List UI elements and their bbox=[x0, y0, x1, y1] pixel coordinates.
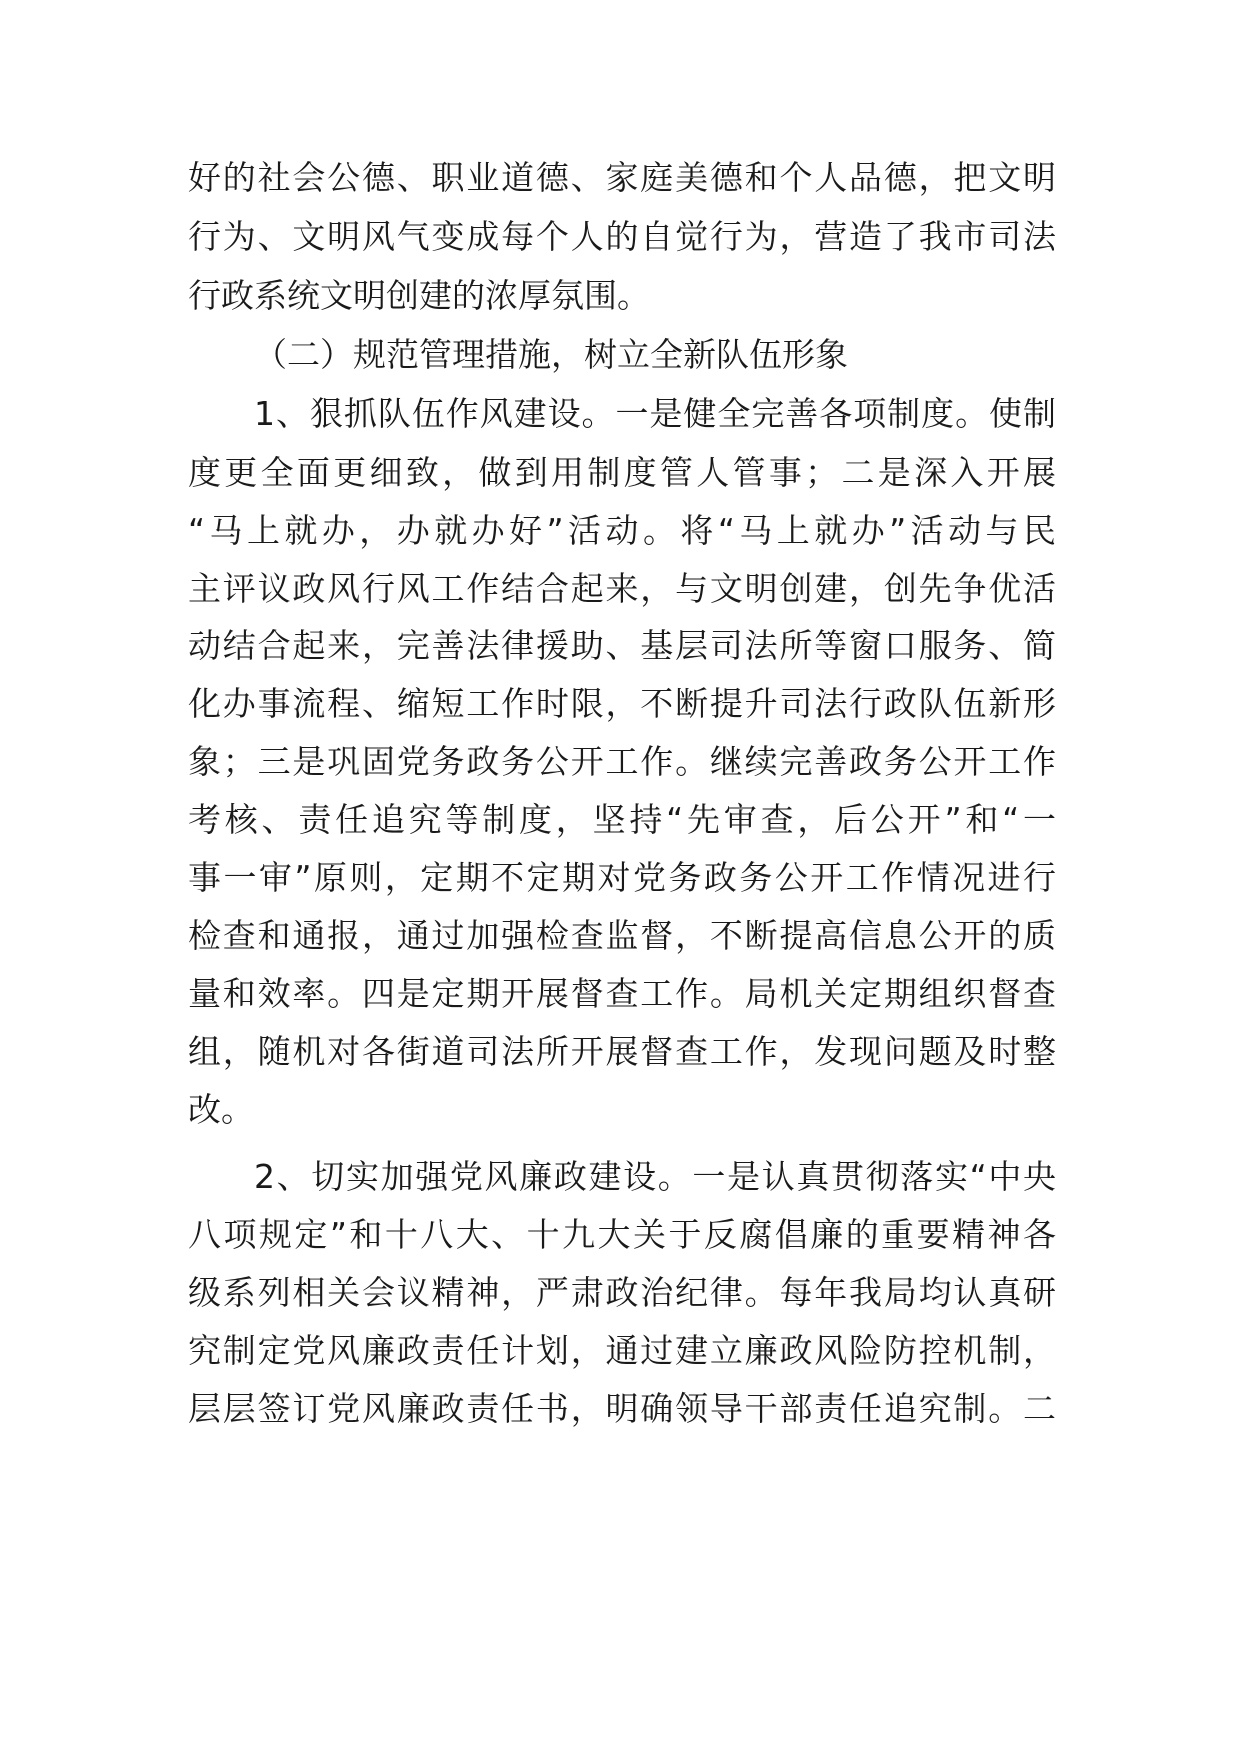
text-line: 象；三是巩固党务政务公开工作。继续完善政务公开工作 bbox=[188, 742, 1056, 781]
text-line: 考核、责任追究等制度，坚持“先审查，后公开”和“一 bbox=[188, 800, 1056, 839]
text-line: 八项规定”和十八大、十九大关于反腐倡廉的重要精神各 bbox=[188, 1215, 1056, 1254]
text-line: 事一审”原则，定期不定期对党务政务公开工作情况进行 bbox=[188, 858, 1056, 897]
text-line: 行为、文明风气变成每个人的自觉行为，营造了我市司法 bbox=[188, 217, 1056, 256]
text-line: 动结合起来，完善法律援助、基层司法所等窗口服务、简 bbox=[188, 626, 1056, 665]
text-line: 级系列相关会议精神，严肃政治纪律。每年我局均认真研 bbox=[188, 1273, 1056, 1312]
text-line: 组，随机对各街道司法所开展督查工作，发现问题及时整 bbox=[188, 1032, 1056, 1071]
text-line: 2、切实加强党风廉政建设。一是认真贯彻落实“中央 bbox=[254, 1157, 1056, 1196]
text-line: “马上就办，办就办好”活动。将“马上就办”活动与民 bbox=[188, 511, 1056, 550]
text-line: 化办事流程、缩短工作时限，不断提升司法行政队伍新形 bbox=[188, 684, 1056, 723]
text-line: 1、狠抓队伍作风建设。一是健全完善各项制度。使制 bbox=[254, 394, 1056, 433]
text-line: 好的社会公德、职业道德、家庭美德和个人品德，把文明 bbox=[188, 158, 1056, 197]
text-line: 改。 bbox=[188, 1090, 254, 1129]
text-line: 检查和通报，通过加强检查监督，不断提高信息公开的质 bbox=[188, 916, 1056, 955]
text-line: 层层签订党风廉政责任书，明确领导干部责任追究制。二 bbox=[188, 1389, 1056, 1428]
text-line: 度更全面更细致，做到用制度管人管事；二是深入开展 bbox=[188, 453, 1056, 492]
text-line: 量和效率。四是定期开展督查工作。局机关定期组织督查 bbox=[188, 974, 1056, 1013]
section-heading: （二）规范管理措施，树立全新队伍形象 bbox=[254, 335, 848, 374]
text-line: 行政系统文明创建的浓厚氛围。 bbox=[188, 276, 650, 315]
text-line: 主评议政风行风工作结合起来，与文明创建，创先争优活 bbox=[188, 569, 1056, 608]
text-line: 究制定党风廉政责任计划，通过建立廉政风险防控机制， bbox=[188, 1331, 1056, 1370]
